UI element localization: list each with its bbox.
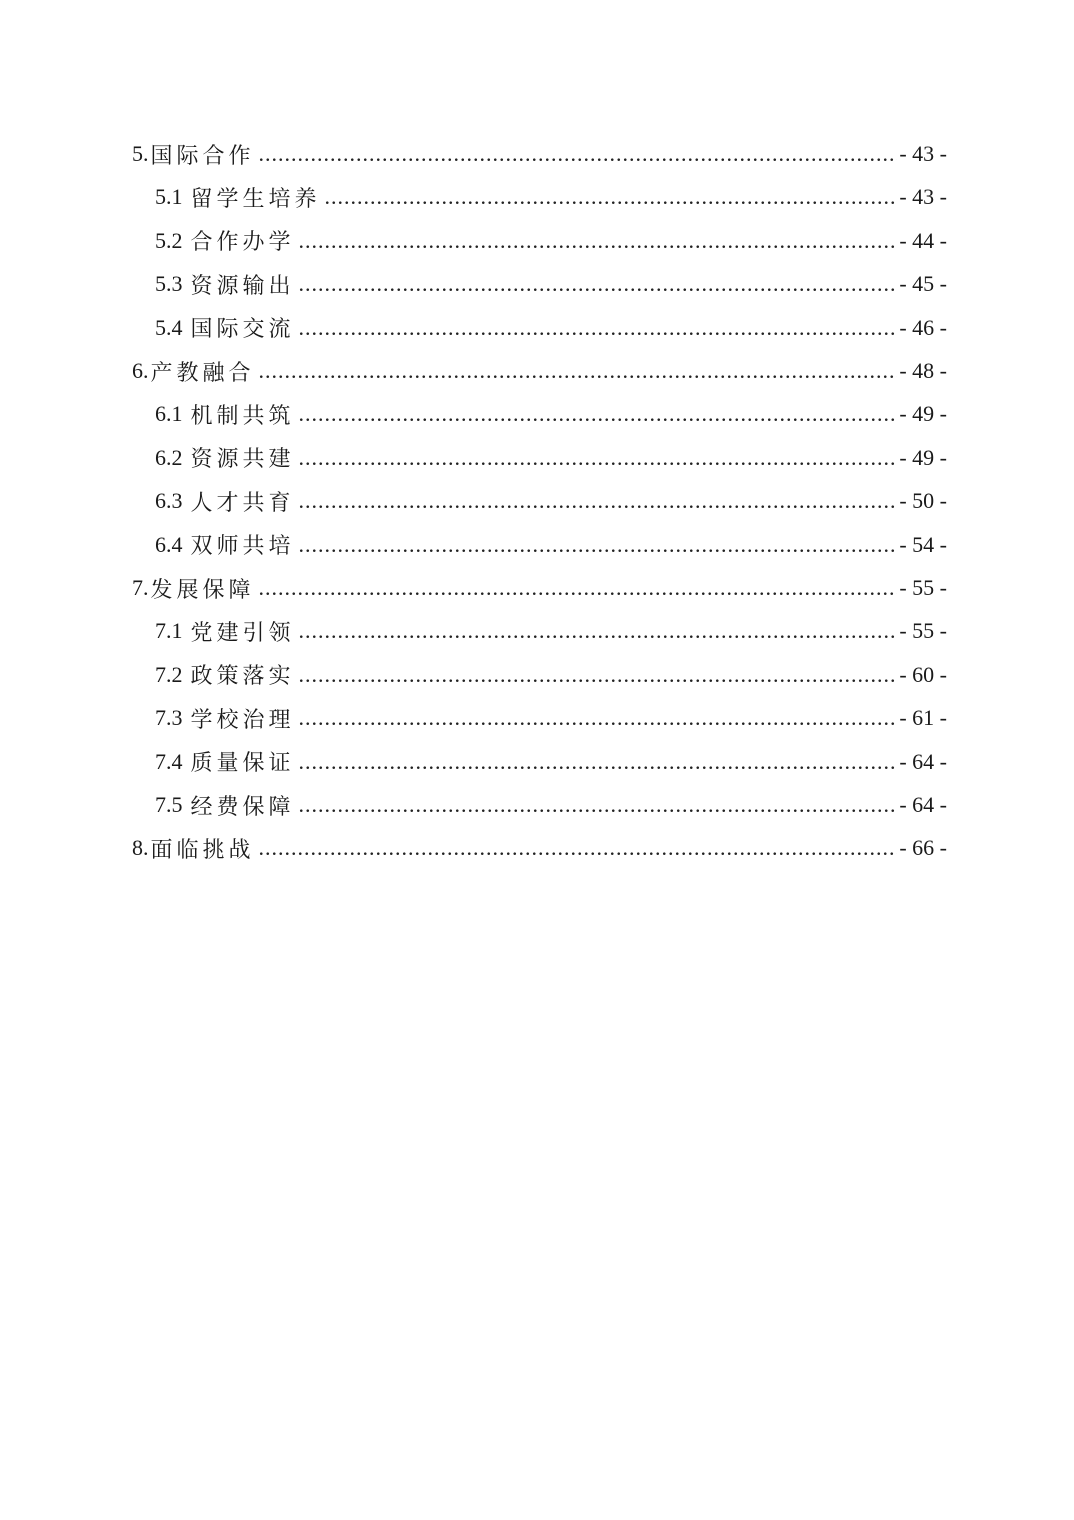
toc-entry-title: 政策落实 xyxy=(190,663,295,689)
toc-entry[interactable] xyxy=(155,219,947,263)
toc-entry-title: 产教融合 xyxy=(150,359,255,385)
toc-entry-number: 7.3 xyxy=(155,705,183,731)
toc-dot-leader xyxy=(299,445,898,471)
toc-entry-number: 6.1 xyxy=(155,401,183,427)
toc-entry-number: 7.2 xyxy=(155,661,183,687)
toc-entry-page-number: - 61 - xyxy=(899,705,947,731)
toc-entry-page-number: - 43 - xyxy=(899,184,947,210)
toc-entry[interactable] xyxy=(132,132,947,176)
toc-entry-page-number: - 64 - xyxy=(899,748,947,774)
toc-entry-number: 5.3 xyxy=(155,271,183,297)
toc-dot-leader xyxy=(259,141,898,167)
toc-entry-number: 7. xyxy=(132,575,149,600)
toc-entry-title: 学校治理 xyxy=(190,706,295,732)
toc-entry-title: 机制共筑 xyxy=(190,402,295,428)
toc-dot-leader xyxy=(299,792,898,818)
toc-entry-page-number: - 54 - xyxy=(899,531,947,557)
toc-entry-title: 人才共育 xyxy=(190,489,295,515)
toc-dot-leader xyxy=(299,749,898,775)
toc-entry-title: 合作办学 xyxy=(190,229,295,255)
toc-entry[interactable] xyxy=(155,783,947,827)
toc-entry-title: 国际交流 xyxy=(190,316,295,342)
toc-entry[interactable] xyxy=(155,175,947,219)
toc-entry-page-number: - 49 - xyxy=(899,444,947,470)
toc-entry-title: 质量保证 xyxy=(190,750,295,776)
toc-entry-title: 资源共建 xyxy=(190,446,295,472)
toc-entry-title: 党建引领 xyxy=(190,619,295,645)
toc-entry-title: 国际合作 xyxy=(150,142,255,168)
toc-dot-leader xyxy=(299,662,898,688)
toc-entry-page-number: - 43 - xyxy=(899,141,947,166)
toc-entry-number: 5.1 xyxy=(155,184,183,210)
toc-entry-page-number: - 60 - xyxy=(899,661,947,687)
toc-dot-leader xyxy=(299,488,898,514)
toc-entry-page-number: - 48 - xyxy=(899,358,947,383)
toc-entry-page-number: - 46 - xyxy=(899,314,947,340)
toc-entry-page-number: - 64 - xyxy=(899,792,947,817)
toc-entry-title: 发展保障 xyxy=(150,576,255,602)
toc-entry[interactable] xyxy=(155,392,947,436)
toc-entry[interactable] xyxy=(155,523,947,567)
toc-entry[interactable] xyxy=(155,740,947,784)
toc-entry-page-number: - 49 - xyxy=(899,401,947,427)
toc-dot-leader xyxy=(299,705,898,731)
toc-entry-number: 6.4 xyxy=(155,531,183,557)
toc-dot-leader xyxy=(299,228,898,254)
toc-entry-number: 7.5 xyxy=(155,792,183,817)
toc-entry-number: 8. xyxy=(132,835,149,861)
toc-dot-leader xyxy=(299,401,898,427)
toc-entry[interactable] xyxy=(155,696,947,740)
toc-dot-leader xyxy=(259,358,898,384)
toc-entry-page-number: - 55 - xyxy=(899,575,947,600)
toc-entry[interactable] xyxy=(132,826,947,870)
toc-entry[interactable] xyxy=(132,566,947,610)
toc-entry-title: 资源输出 xyxy=(190,272,295,298)
toc-entry-page-number: - 44 - xyxy=(899,227,947,253)
toc-entry-number: 5.2 xyxy=(155,227,183,253)
toc-dot-leader xyxy=(325,184,898,210)
toc-entry-number: 7.4 xyxy=(155,748,183,774)
toc-dot-leader xyxy=(299,271,898,297)
toc-entry-number: 5. xyxy=(132,141,149,166)
toc-entry[interactable] xyxy=(155,479,947,523)
toc-entry[interactable] xyxy=(155,609,947,653)
toc-dot-leader xyxy=(259,575,898,601)
toc-entry-page-number: - 45 - xyxy=(899,271,947,297)
toc-dot-leader xyxy=(299,618,898,644)
toc-dot-leader xyxy=(259,835,898,861)
toc-entry[interactable] xyxy=(155,436,947,480)
toc-entry-number: 6.3 xyxy=(155,488,183,514)
toc-entry[interactable] xyxy=(155,262,947,306)
toc-entry-number: 7.1 xyxy=(155,618,183,644)
toc-entry-number: 6.2 xyxy=(155,444,183,470)
toc-entry-title: 留学生培养 xyxy=(190,185,321,211)
toc-dot-leader xyxy=(299,532,898,558)
toc-entry-page-number: - 66 - xyxy=(899,835,947,861)
toc-entry-page-number: - 55 - xyxy=(899,618,947,644)
toc-entry[interactable] xyxy=(155,653,947,697)
toc-dot-leader xyxy=(299,315,898,341)
toc-entry-title: 双师共培 xyxy=(190,533,295,559)
toc-entry-number: 6. xyxy=(132,358,149,383)
toc-entry-title: 经费保障 xyxy=(190,793,295,819)
toc-entry-page-number: - 50 - xyxy=(899,488,947,514)
toc-entry-title: 面临挑战 xyxy=(150,836,255,862)
toc-entry[interactable] xyxy=(155,306,947,350)
toc-entry-number: 5.4 xyxy=(155,314,183,340)
toc-entry[interactable] xyxy=(132,349,947,393)
